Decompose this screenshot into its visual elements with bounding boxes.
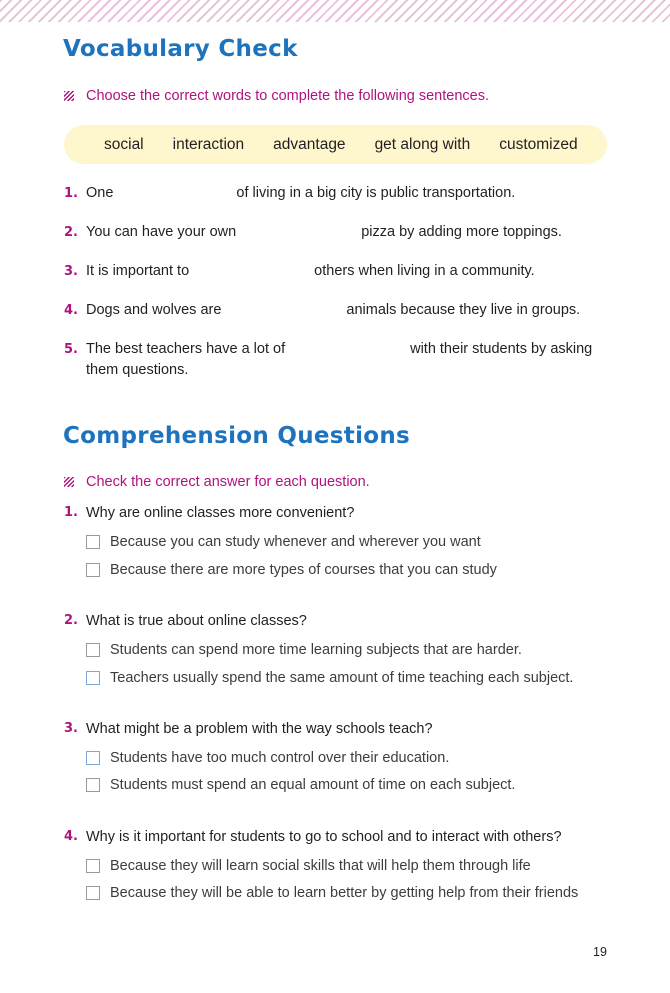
- question-text: What might be a problem with the way schools teach?: [86, 721, 433, 737]
- answer-option-label: Students can spend more time learning subjects that are harder.: [110, 642, 522, 658]
- sentence-number: 3.: [64, 264, 78, 279]
- question-number: 4.: [64, 829, 78, 844]
- vocabulary-check-title: Vocabulary Check: [63, 36, 298, 62]
- sentence-text-after: animals because they live in groups.: [346, 302, 581, 318]
- page-number: 19: [593, 945, 607, 959]
- vocab-sentence-1: [64, 183, 604, 204]
- sentence-number: 5.: [64, 342, 78, 357]
- answer-checkbox[interactable]: [86, 859, 100, 873]
- sentence-number: 2.: [64, 225, 78, 240]
- sentence-text-before: One: [86, 185, 114, 201]
- question-number: 3.: [64, 721, 78, 736]
- word-bank-item: customized: [499, 135, 578, 153]
- answer-option[interactable]: [86, 750, 449, 766]
- question-4: [64, 827, 624, 847]
- answer-option-label: Students have too much control over their education.: [110, 750, 450, 766]
- answer-option-label: Because you can study whenever and wherever you want: [110, 534, 481, 550]
- question-1: [64, 503, 624, 523]
- vocab-sentence-2: [64, 222, 604, 243]
- answer-checkbox[interactable]: [86, 778, 100, 792]
- comprehension-instruction: [64, 474, 370, 490]
- question-text: Why are online classes more convenient?: [86, 505, 355, 521]
- decorative-top-stripe: [0, 0, 670, 22]
- hatched-square-icon: [64, 91, 74, 101]
- answer-option[interactable]: [86, 534, 481, 550]
- answer-option[interactable]: [86, 642, 522, 658]
- answer-option-label: Because they will be able to learn better by getting help from their friends: [110, 885, 579, 901]
- sentence-text-after: pizza by adding more toppings.: [361, 224, 562, 240]
- vocab-sentence-4: [64, 300, 604, 321]
- vocab-sentence-3: [64, 261, 604, 282]
- word-bank: [64, 125, 607, 164]
- sentence-text-before: Dogs and wolves are: [86, 302, 222, 318]
- answer-option-label: Students must spend an equal amount of time on each subject.: [110, 777, 516, 793]
- sentence-text-after: of living in a big city is public transportation.: [236, 185, 516, 201]
- answer-checkbox[interactable]: [86, 563, 100, 577]
- sentence-text-before: It is important to: [86, 263, 190, 279]
- answer-checkbox[interactable]: [86, 671, 100, 685]
- hatched-square-icon: [64, 477, 74, 487]
- answer-option[interactable]: [86, 777, 515, 793]
- question-3: [64, 719, 624, 739]
- word-bank-item: get along with: [374, 135, 471, 153]
- sentence-text-continued: them questions.: [86, 362, 189, 378]
- sentence-number: 1.: [64, 186, 78, 201]
- word-bank-item: advantage: [273, 135, 346, 153]
- answer-option[interactable]: [86, 858, 531, 874]
- word-bank-item: social: [104, 135, 144, 153]
- sentence-text-after: with their students by asking: [410, 341, 593, 357]
- sentence-number: 4.: [64, 303, 78, 318]
- answer-checkbox[interactable]: [86, 886, 100, 900]
- sentence-text-before: The best teachers have a lot of: [86, 341, 286, 357]
- sentence-text-after: others when living in a community.: [314, 263, 535, 279]
- comprehension-instruction-text: Check the correct answer for each question.: [86, 474, 370, 490]
- answer-checkbox[interactable]: [86, 643, 100, 657]
- comprehension-questions-title: Comprehension Questions: [63, 423, 411, 449]
- question-2: [64, 611, 624, 631]
- vocabulary-instruction-text: Choose the correct words to complete the following sentences.: [86, 88, 489, 104]
- answer-checkbox[interactable]: [86, 535, 100, 549]
- word-bank-item: interaction: [172, 135, 245, 153]
- answer-checkbox[interactable]: [86, 751, 100, 765]
- question-text: Why is it important for students to go to school and to interact with others?: [86, 829, 562, 845]
- question-number: 2.: [64, 613, 78, 628]
- question-text: What is true about online classes?: [86, 613, 307, 629]
- answer-option[interactable]: [86, 670, 573, 686]
- answer-option[interactable]: [86, 562, 497, 578]
- answer-option-label: Because there are more types of courses that you can study: [110, 562, 497, 578]
- vocabulary-instruction: [64, 88, 489, 104]
- answer-option-label: Teachers usually spend the same amount of time teaching each subject.: [110, 670, 574, 686]
- sentence-text-before: You can have your own: [86, 224, 237, 240]
- answer-option[interactable]: [86, 885, 578, 901]
- answer-option-label: Because they will learn social skills that will help them through life: [110, 858, 531, 874]
- vocab-sentence-5: [64, 339, 604, 381]
- question-number: 1.: [64, 505, 78, 520]
